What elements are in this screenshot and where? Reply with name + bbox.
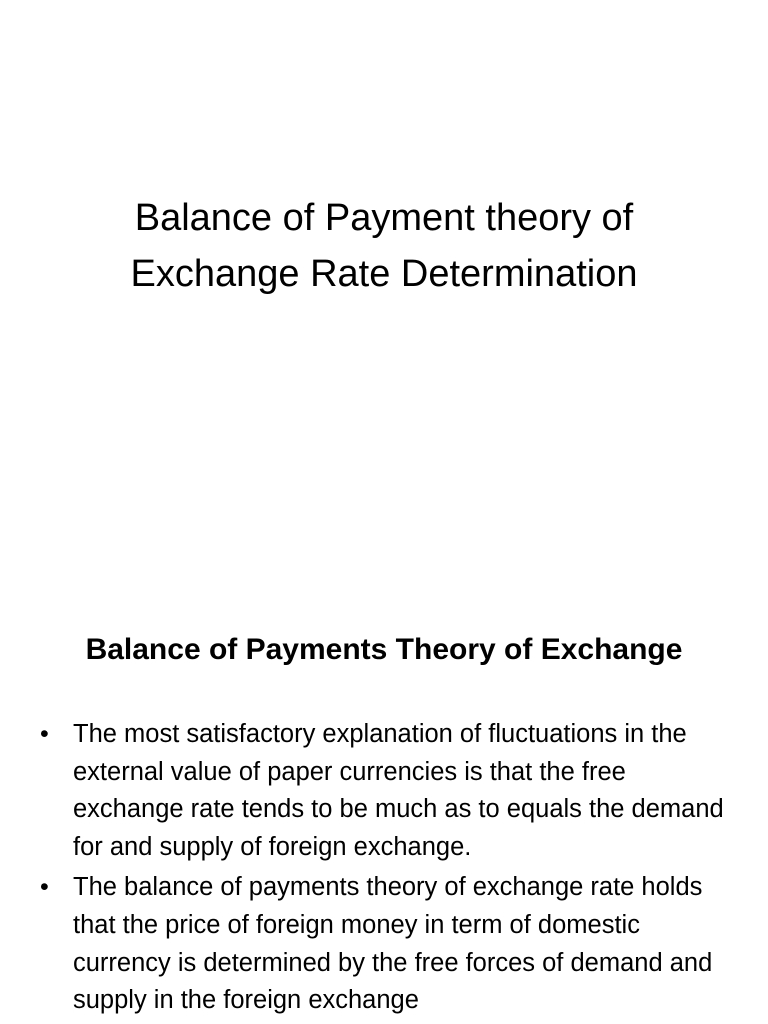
bullet-icon: • xyxy=(40,873,49,902)
title-line-2: Exchange Rate Determination xyxy=(130,253,638,295)
bullet-item xyxy=(40,869,730,1019)
title-line-1: Balance of Payment theory of xyxy=(134,197,634,239)
bullet-item xyxy=(40,716,730,866)
bullet-list xyxy=(40,716,730,1023)
content-slide-heading: Balance of Payments Theory of Exchange xyxy=(85,633,683,666)
title-slide-heading xyxy=(60,190,708,302)
content-slide xyxy=(0,576,768,1024)
bullet-text: The balance of payments theory of exchange rate holds that the price of foreign money in term of domestic currency is determined by the free forces of demand and supply in the foreign exchange xyxy=(73,873,713,1015)
bullet-icon: • xyxy=(40,720,49,748)
bullet-text: The most satisfactory explanation of fluctuations in the external value of paper currencies is that the free exchange rate tends to be much as to equals the demand for and supply of foreign exchange. xyxy=(73,720,724,861)
